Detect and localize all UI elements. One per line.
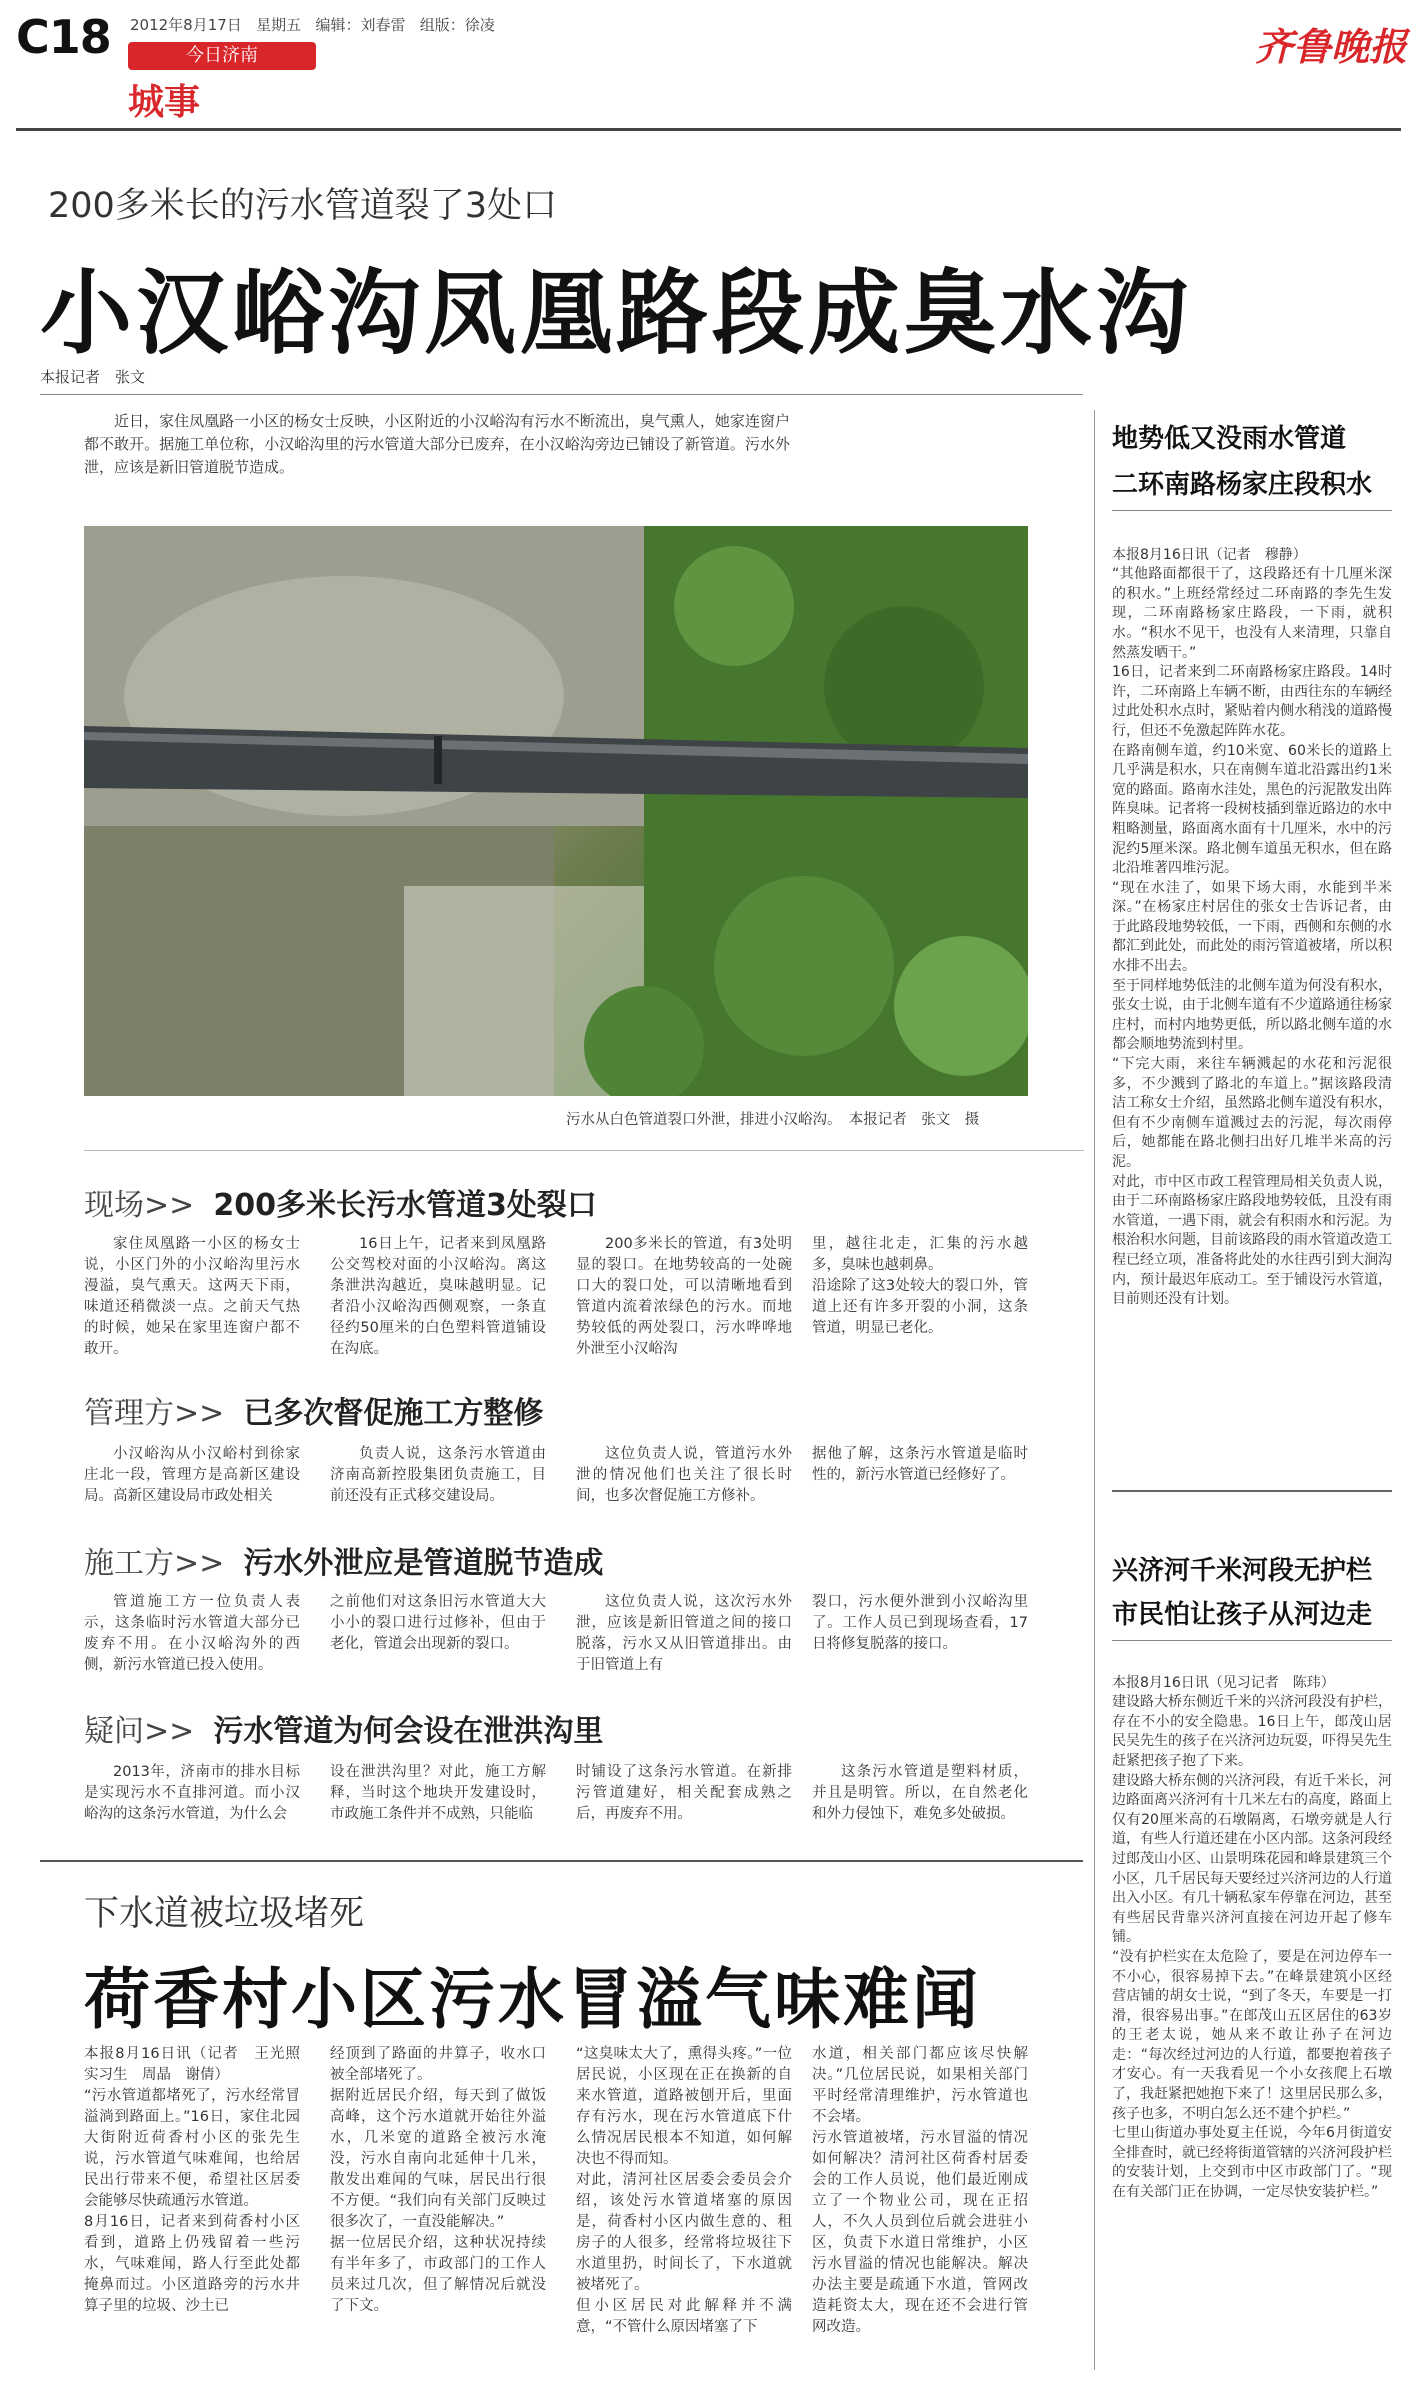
paragraph: 本报8月16日讯（见习记者 陈玮） 建设路大桥东侧近千米的兴济河段没有护栏，存在不小的安全隐患。16日上午，郎茂山居民吴先生的孩子在兴济河边玩耍，吓得吴先生赶紧把孩子抱了下来。 建设路大桥东侧的兴济河段，有近千米长，河边路面离兴济河有十几米左右的高度，路面上仅有20厘米高的石墩隔离，石墩旁就是人行道，有些人行道还建在小区内部。这条河段经过郎茂山小区、山景明珠花园和峰景建筑三个小区，几千居民每天要经过兴济河边的人行道出入小区。有几十辆私家车停靠在河边，甚至有些居民背靠兴济河直接在河边开起了修车铺。 “没有护栏实在太危险了，要是在河边停车一不小心，很容易掉下去。”在峰景建筑小区经营店铺的胡女士说，“到了冬天，车要是一打滑，很容易出事。”在郎茂山五区居住的63岁的王老太说，她从来不敢让孙子在河边走：“每次经过河边的人行道，都要抱着孩子才安心。有一天我看见一个小女孩爬上石墩了，我赶紧把她抱下来了！这里居民那么多，孩子也多，不明白怎么还不建个护栏。” 七里山街道办事处夏主任说，今年6月街道安全排查时，就已经将街道管辖的兴济河段护栏的安装计划，上交到市中区市政部门了。“现在有关部门正在协调，一定尽快安装护栏。”	[1112, 1674, 1392, 2201]
photo-caption: 污水从白色管道裂口外泄，排进小汉峪沟。 本报记者 张文 摄	[566, 1112, 980, 1128]
paragraph: 经顶到了路面的井算子，收水口被全部堵死了。 据附近居民介绍，每天到了做饭高峰，这个污水道就开始往外溢水，几米宽的道路全被污水淹没，污水自南向北延伸十几米，散发出难闻的气味，居民出行很不方便。“我们向有关部门反映过很多次了，一直没能解决。” 据一位居民介绍，这种状况持续有半年多了，市政部门的工作人员来过几次，但了解情况后就没了下文。	[330, 2046, 546, 2314]
body-column	[812, 1592, 1028, 1655]
body-column	[84, 1444, 300, 1507]
section-title: 污水外泄应是管道脱节造成	[243, 1546, 604, 1581]
paragraph: 200多米长的管道，有3处明显的裂口。在地势较高的一处碗口大的裂口处，可以清晰地看到管道内流着浓绿色的污水。而地势较低的两处裂口，污水哗哗地外泄至小汉峪沟	[576, 1236, 792, 1357]
section-head-management	[84, 1388, 543, 1432]
body-column	[576, 1444, 792, 1507]
paragraph: 这条污水管道是塑料材质，并且是明管。所以，在自然老化和外力侵蚀下，难免多处破损。	[812, 1764, 1028, 1822]
story2-headline: 荷香村小区污水冒溢气味难闻	[84, 1961, 981, 2038]
section-head-scene	[84, 1180, 597, 1224]
body-column	[576, 1234, 792, 1360]
paragraph: 裂口，污水便外泄到小汉峪沟里了。工作人员已到现场查看，17日将修复脱落的接口。	[812, 1594, 1028, 1652]
body-column	[812, 2044, 1028, 2338]
caption-divider	[84, 1150, 1084, 1151]
leaf-cluster	[674, 546, 794, 666]
body-column	[576, 1762, 792, 1825]
side1-body	[1112, 526, 1392, 1456]
masthead-divider	[16, 128, 1401, 131]
side1-headline-line1: 地势低又没雨水管道	[1112, 424, 1347, 454]
body-column	[330, 1592, 546, 1655]
story2-divider	[40, 1860, 1083, 1862]
body-column	[812, 1234, 1028, 1339]
editor-text: 编辑：刘春雷	[315, 16, 406, 34]
paragraph: 负责人说，这条污水管道由济南高新控股集团负责施工，目前还没有正式移交建设局。	[330, 1446, 546, 1504]
layout-text: 组版：徐凌	[419, 16, 495, 34]
body-column	[84, 1234, 300, 1360]
page-number: C18	[16, 10, 111, 64]
section-name: 城事	[128, 82, 201, 123]
weekday-text: 星期五	[256, 16, 302, 34]
lede-paragraph: 近日，家住凤凰路一小区的杨女士反映，小区附近的小汉峪沟有污水不断流出，臭气熏人，她家连窗户都不敢开。据施工单位称，小汉峪沟里的污水管道大部分已废弃，在小汉峪沟旁边已铺设了新管道。污水外泄，应该是新旧管道脱节造成。	[84, 412, 790, 476]
section-tag: 今日济南	[128, 42, 316, 70]
paragraph: 管道施工方一位负责人表示，这条临时污水管道大部分已废弃不用。在小汉峪沟外的西侧，新污水管道已投入使用。	[84, 1594, 300, 1673]
story1-subtitle: 200多米长的污水管道裂了3处口	[48, 186, 558, 226]
photo-illustration	[84, 526, 1028, 1096]
body-column	[84, 1762, 300, 1825]
issue-date	[130, 14, 495, 35]
body-column	[330, 1234, 546, 1360]
side-divider	[1112, 1490, 1392, 1492]
paragraph: 设在泄洪沟里？对此，施工方解释，当时这个地块开发建设时，市政施工条件并不成熟，只能临	[330, 1764, 546, 1822]
section-prefix: 施工方>>	[84, 1546, 225, 1581]
side2-headline-line1: 兴济河千米河段无护栏	[1112, 1556, 1373, 1586]
paragraph: 水道，相关部门都应该尽快解决。”几位居民说，如果相关部门平时经常清理维护，污水管道也不会堵。 污水管道被堵，污水冒溢的情况如何解决？清河社区荷香村居委会的工作人员说，他们最近刚成立了一个物业公司，现在正招人，不久人员到位后就会进驻小区，负责下水道日常维护，小区污水冒溢的情况也能解决。解决办法主要是疏通下水道，管网改造耗资太大，现在还不会进行管网改造。	[812, 2046, 1028, 2335]
side1-divider	[1112, 510, 1392, 511]
body-column	[576, 1592, 792, 1676]
section-prefix: 疑问>>	[84, 1714, 195, 1749]
story1-byline: 本报记者 张文	[40, 368, 146, 386]
pipe-joint	[434, 736, 442, 784]
section-prefix: 现场>>	[84, 1188, 195, 1223]
paper-logo: 齐鲁晚报	[1255, 24, 1408, 69]
side2-headline-line2: 市民怕让孩子从河边走	[1112, 1600, 1373, 1630]
story2-subtitle: 下水道被垃圾堵死	[84, 1894, 365, 1934]
side1-headline-line2: 二环南路杨家庄段积水	[1112, 470, 1373, 500]
leaf-cluster	[894, 936, 1028, 1076]
body-column	[576, 2044, 792, 2338]
date-text: 2012年8月17日	[130, 16, 242, 34]
section-head-question	[84, 1706, 603, 1750]
paragraph: 里，越往北走，汇集的污水越多，臭味也越刺鼻。 沿途除了这3处较大的裂口外，管道上还有许多开裂的小洞，这条管道，明显已老化。	[812, 1236, 1028, 1336]
section-title: 已多次督促施工方整修	[243, 1396, 544, 1431]
paragraph: 这位负责人说，管道污水外泄的情况他们也关注了很长时间，也多次督促施工方修补。	[576, 1446, 792, 1504]
body-column	[330, 2044, 546, 2317]
paragraph: 这位负责人说，这次污水外泄，应该是新旧管道之间的接口脱落，污水又从旧管道排出。由于旧管道上有	[576, 1594, 792, 1673]
body-column	[812, 1444, 1028, 1486]
paragraph: 本报8月16日讯（记者 穆静） “其他路面都很干了，这段路还有十几厘米深的积水。”上班经常经过二环南路的李先生发现，二环南路杨家庄路段，一下雨，就积水。“积水不见干，也没有人来清理，只靠自然蒸发晒干。” 16日，记者来到二环南路杨家庄路段。14时许，二环南路上车辆不断，由西往东的车辆经过此处积水点时，紧贴着内侧水稍浅的道路慢行，但还不免激起阵阵水花。 在路南侧车道，约10米宽、60米长的道路上几乎满是积水，只在南侧车道北沿露出约1米宽的路面。路南水洼处，黑色的污泥散发出阵阵臭味。记者将一段树枝插到靠近路边的水中粗略测量，路面离水面有十几厘米，水中的污泥约5厘米深。路北侧车道虽无积水，但在路北沿堆著四堆污泥。 “现在水洼了，如果下场大雨，水能到半米深。”在杨家庄村居住的张女士告诉记者，由于此路段地势较低，一下雨，西侧和东侧的水都汇到此处，而此处的雨污管道被堵，所以积水排不出去。 至于同样地势低洼的北侧车道为何没有积水，张女士说，由于北侧车道有不少道路通往杨家庄村，而村内地势更低，所以路北侧车道的水都会顺地势流到村里。 “下完大雨，来往车辆溅起的水花和污泥很多，不少溅到了路北的车道上。”据该路段清洁工称女士介绍，虽然路北侧车道没有积水，但有不少南侧车道溅过去的污泥，每次雨停后，她都能在路北侧扫出好几堆半米高的污泥。 对此，市中区市政工程管理局相关负责人说，由于二环南路杨家庄路段地势较低，且没有雨水管道，一遇下雨，就会有积雨水和污泥。为根治积水问题，目前该路段的雨水管道改造工程已经立项，准备将此处的水往西引到大涧沟内，预计最迟年底动工。至于铺设污水管道，目前则还没有计划。	[1112, 546, 1392, 1308]
paragraph: 小汉峪沟从小汉峪村到徐家庄北一段，管理方是高新区建设局。高新区建设局市政处相关	[84, 1446, 300, 1504]
body-column	[330, 1762, 546, 1825]
story1-headline: 小汉峪沟凤凰路段成臭水沟	[40, 260, 1193, 367]
story1-lede	[84, 410, 790, 479]
body-column	[84, 1592, 300, 1676]
leaf-cluster	[714, 876, 894, 1056]
body-column	[330, 1444, 546, 1507]
section-title: 200多米长污水管道3处裂口	[213, 1188, 597, 1223]
paragraph: 2013年，济南市的排水目标是实现污水不直排河道。而小汉峪沟的这条污水管道，为什么会	[84, 1764, 300, 1822]
side2-body	[1112, 1654, 1392, 2374]
sidebar-separator	[1094, 410, 1095, 2370]
paragraph: “这臭味太大了，熏得头疼。”一位居民说，小区现在正在换新的自来水管道，道路被刨开后，里面存有污水，现在污水管道底下什么情况居民根本不知道，如何解决也不得而知。 对此，清河社区居委会委员会介绍，该处污水管道堵塞的原因是，荷香村小区内做生意的、租房子的人很多，经常将垃圾往下水道里扔，时间长了，下水道就被堵死了。 但小区居民对此解释并不满意，“不管什么原因堵塞了下	[576, 2046, 792, 2335]
section-title: 污水管道为何会设在泄洪沟里	[213, 1714, 604, 1749]
paragraph: 家住凤凰路一小区的杨女士说，小区门外的小汉峪沟里污水漫溢，臭气熏天。这两天下雨，味道还稍微淡一点。之前天气热的时候，她呆在家里连窗户都不敢开。	[84, 1236, 300, 1357]
story1-divider	[40, 394, 1083, 395]
side2-divider	[1112, 1640, 1392, 1641]
paragraph: 据他了解，这条污水管道是临时性的，新污水管道已经修好了。	[812, 1446, 1028, 1483]
paragraph: 时铺设了这条污水管道。在新排污管道建好，相关配套成熟之后，再废弃不用。	[576, 1764, 792, 1822]
paragraph: 16日上午，记者来到凤凰路公交驾校对面的小汉峪沟。离这条泄洪沟越近，臭味越明显。记者沿小汉峪沟西侧观察，一条直径约50厘米的白色塑料管道铺设在沟底。	[330, 1236, 546, 1357]
story1-photo	[84, 526, 1028, 1096]
body-column	[84, 2044, 300, 2317]
body-column	[812, 1762, 1028, 1825]
section-prefix: 管理方>>	[84, 1396, 225, 1431]
section-head-contractor	[84, 1538, 603, 1582]
paragraph: 本报8月16日讯（记者 王光照 实习生 周晶 谢倩） “污水管道都堵死了，污水经常冒溢淌到路面上。”16日，家住北园大街附近荷香村小区的张先生说，污水管道气味难闻，也给居民出行带来不便，希望社区居委会能够尽快疏通污水管道。 8月16日，记者来到荷香村小区看到，道路上仍残留着一些污水，气味难闻，路人行至此处都掩鼻而过。小区道路旁的污水井算子里的垃圾、沙土已	[84, 2046, 300, 2314]
paragraph: 之前他们对这条旧污水管道大大小小的裂口进行过修补，但由于老化，管道会出现新的裂口。	[330, 1594, 546, 1652]
leaf-cluster	[824, 606, 984, 766]
